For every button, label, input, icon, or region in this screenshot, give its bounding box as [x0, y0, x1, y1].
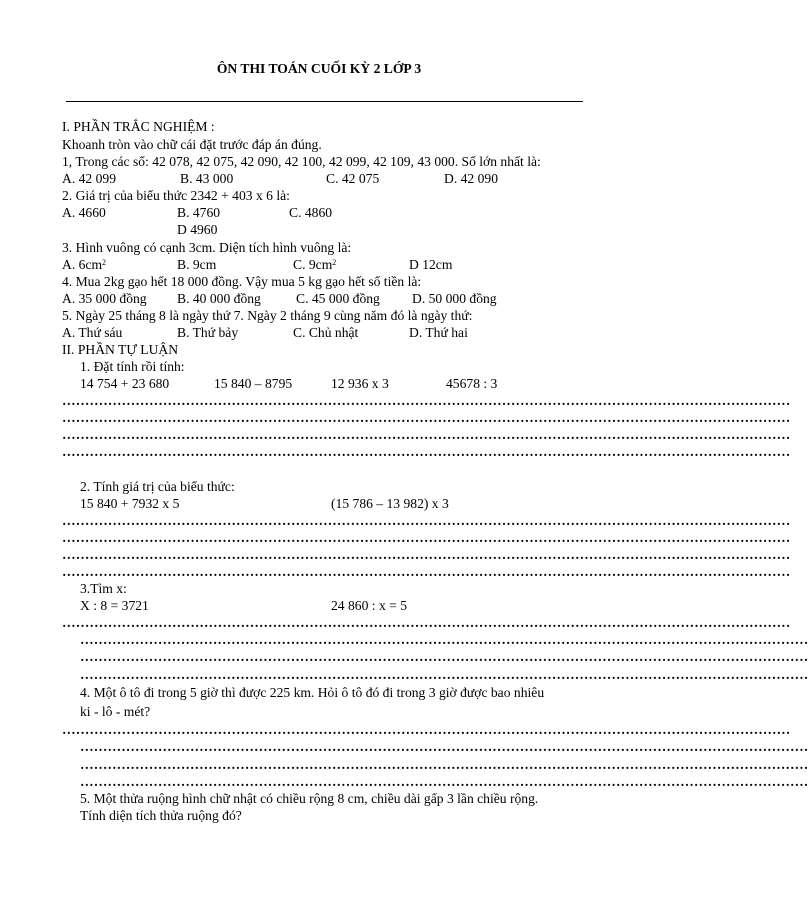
answer-line: …………………………………………………………………………………………………………………………………………… — [62, 513, 791, 528]
answer-line: …………………………………………………………………………………………………………………………………………… — [62, 530, 791, 545]
q2-option-a: A. 4660 — [62, 205, 106, 220]
q1-option-a: A. 42 099 — [62, 171, 116, 186]
answer-line: …………………………………………………………………………………………………………………………………………… — [62, 564, 791, 579]
answer-line: …………………………………………………………………………………………………………………………………………… — [80, 739, 808, 754]
q4-text: 4. Mua 2kg gạo hết 18 000 đồng. Vậy mua 5 kg gạo hết số tiền là: — [62, 274, 422, 289]
q4-option-c: C. 45 000 đồng — [296, 291, 380, 306]
answer-line: …………………………………………………………………………………………………………………………………………… — [62, 410, 791, 425]
answer-line: …………………………………………………………………………………………………………………………………………… — [80, 757, 808, 772]
answer-line: …………………………………………………………………………………………………………………………………………… — [80, 649, 808, 664]
exercise5-line-1: 5. Một thửa ruộng hình chữ nhật có chiều rộng 8 cm, chiều dài gấp 3 lần chiều rộng. — [80, 791, 539, 806]
q3-option-b: B. 9cm — [177, 257, 217, 272]
answer-line: …………………………………………………………………………………………………………………………………………… — [62, 427, 791, 442]
exercise2-item-2: (15 786 – 13 982) x 3 — [331, 496, 449, 511]
exercise2-title: 2. Tính giá trị của biểu thức: — [80, 479, 235, 494]
answer-line: …………………………………………………………………………………………………………………………………………… — [62, 393, 791, 408]
answer-line: …………………………………………………………………………………………………………………………………………… — [80, 774, 808, 789]
answer-line: …………………………………………………………………………………………………………………………………………… — [62, 722, 791, 737]
exercise1-item-2: 15 840 – 8795 — [214, 376, 293, 391]
answer-line: …………………………………………………………………………………………………………………………………………… — [62, 444, 791, 459]
q2-option-d: D 4960 — [177, 222, 218, 237]
exercise3-item-2: 24 860 : x = 5 — [331, 598, 408, 613]
part1-instruction: Khoanh tròn vào chữ cái đặt trước đáp án đúng. — [62, 137, 322, 152]
answer-line: …………………………………………………………………………………………………………………………………………… — [62, 615, 791, 630]
q2-text: 2. Giá trị của biểu thức 2342 + 403 x 6 là: — [62, 188, 290, 203]
q3-text: 3. Hình vuông có cạnh 3cm. Diện tích hình vuông là: — [62, 240, 352, 255]
q3-option-c: C. $9cm^2$ — [293, 257, 337, 272]
part2-heading: II. PHẦN TỰ LUẬN — [62, 342, 179, 357]
q4-option-d: D. 50 000 đồng — [412, 291, 497, 306]
q1-option-b: B. 43 000 — [180, 171, 234, 186]
exercise3-title: 3.Tìm x: — [80, 581, 127, 596]
q3-option-a: A. $6cm^2$ — [62, 257, 107, 272]
q5-option-b: B. Thứ bảy — [177, 325, 239, 340]
q3-option-d: D 12cm — [409, 257, 453, 272]
exercise1-item-1: 14 754 + 23 680 — [80, 376, 170, 391]
exercise1-title: 1. Đặt tính rồi tính: — [80, 359, 185, 374]
exercise4-line-2: ki - lô - mét? — [80, 704, 151, 719]
exercise5-line-2: Tính diện tích thửa ruộng đó? — [80, 808, 242, 823]
exercise3-item-1: X : 8 = 3721 — [80, 598, 149, 613]
q1-option-d: D. 42 090 — [444, 171, 498, 186]
q5-option-a: A. Thứ sáu — [62, 325, 123, 340]
answer-line: …………………………………………………………………………………………………………………………………………… — [80, 632, 808, 647]
q3-option-c-superscript: 2 — [332, 258, 337, 267]
part1-heading: I. PHẦN TRẮC NGHIỆM : — [62, 119, 215, 134]
answer-line: …………………………………………………………………………………………………………………………………………… — [80, 667, 808, 682]
exercise4-line-1: 4. Một ô tô đi trong 5 giờ thì được 225 km. Hỏi ô tô đó đi trong 3 giờ được bao nhiêu — [80, 685, 545, 700]
q5-option-d: D. Thứ hai — [409, 325, 468, 340]
q1-option-c: C. 42 075 — [326, 171, 380, 186]
exercise1-item-4: 45678 : 3 — [446, 376, 498, 391]
q4-option-a: A. 35 000 đồng — [62, 291, 147, 306]
q3-option-a-superscript: 2 — [102, 258, 107, 267]
exercise1-item-3: 12 936 x 3 — [331, 376, 389, 391]
q1-text: 1, Trong các số: 42 078, 42 075, 42 090, 42 100, 42 099, 42 109, 43 000. Số lớn nhất là: — [62, 154, 541, 169]
exercise2-item-1: 15 840 + 7932 x 5 — [80, 496, 180, 511]
q5-option-c: C. Chủ nhật — [293, 325, 359, 340]
title-underline — [66, 101, 583, 102]
q5-text: 5. Ngày 25 tháng 8 là ngày thứ 7. Ngày 2 tháng 9 cùng năm đó là ngày thứ: — [62, 308, 473, 323]
answer-line: …………………………………………………………………………………………………………………………………………… — [62, 547, 791, 562]
page-title: ÔN THI TOÁN CUỐI KỲ 2 LỚP 3 — [216, 61, 422, 76]
q2-option-c: C. 4860 — [289, 205, 333, 220]
q4-option-b: B. 40 000 đồng — [177, 291, 261, 306]
q2-option-b: B. 4760 — [177, 205, 221, 220]
